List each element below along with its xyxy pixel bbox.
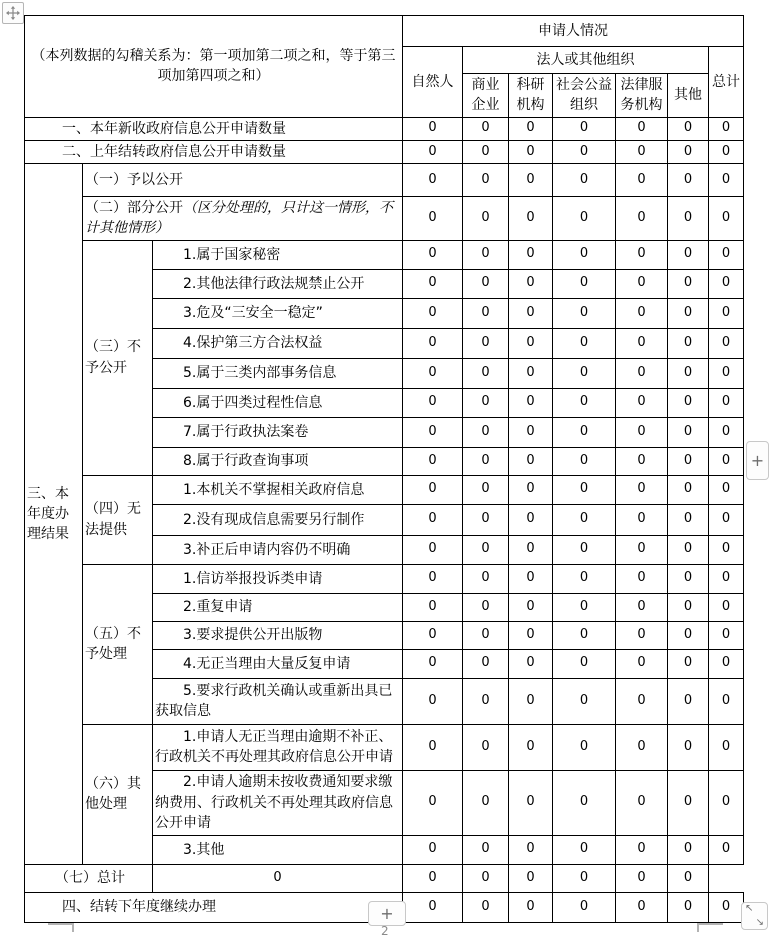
item-label: 7.属于行政执法案卷	[153, 417, 403, 447]
value-cell: 0	[553, 358, 616, 388]
value-cell: 0	[403, 835, 463, 864]
value-cell: 0	[553, 475, 616, 504]
value-cell: 0	[463, 724, 509, 770]
col-header-org-type: 其他	[668, 74, 709, 118]
value-cell: 0	[509, 269, 553, 298]
value-cell: 0	[668, 649, 709, 678]
text-boundary-mark-left	[48, 923, 74, 932]
table-row	[25, 475, 744, 504]
item-label: 5.属于三类内部事务信息	[153, 358, 403, 388]
value-cell: 0	[668, 240, 709, 269]
item-label: 1.申请人无正当理由逾期不补正、行政机关不再处理其政府信息公开申请	[153, 724, 403, 770]
value-cell: 0	[403, 864, 463, 892]
value-cell: 0	[463, 593, 509, 621]
value-cell: 0	[403, 164, 463, 197]
value-cell: 0	[668, 358, 709, 388]
col-header-org-type: 商业企业	[463, 74, 509, 118]
value-cell: 0	[616, 564, 668, 593]
value-cell: 0	[509, 328, 553, 358]
value-cell: 0	[553, 504, 616, 535]
value-cell: 0	[616, 117, 668, 140]
value-cell: 0	[668, 475, 709, 504]
value-cell: 0	[509, 621, 553, 649]
value-cell: 0	[616, 649, 668, 678]
value-cell: 0	[463, 197, 509, 241]
item-label: 4.无正当理由大量反复申请	[153, 649, 403, 678]
value-cell: 0	[616, 447, 668, 475]
row-label-carried-over: 二、上年结转政府信息公开申请数量	[25, 140, 403, 163]
value-cell: 0	[553, 164, 616, 197]
value-cell: 0	[709, 724, 744, 770]
value-cell: 0	[709, 535, 744, 564]
value-cell: 0	[509, 504, 553, 535]
page-number-fragment	[381, 924, 393, 938]
row-label-new-received: 一、本年新收政府信息公开申请数量	[25, 117, 403, 140]
value-cell: 0	[509, 770, 553, 835]
value-cell: 0	[463, 298, 509, 328]
value-cell: 0	[509, 358, 553, 388]
value-cell: 0	[403, 269, 463, 298]
item-label: 2.重复申请	[153, 593, 403, 621]
table-row	[25, 117, 744, 140]
row-label-granted: （一）予以公开	[83, 164, 403, 197]
value-cell: 0	[553, 892, 616, 922]
item-label: 8.属于行政查询事项	[153, 447, 403, 475]
value-cell: 0	[509, 140, 553, 163]
value-cell: 0	[668, 678, 709, 724]
value-cell: 0	[403, 770, 463, 835]
value-cell: 0	[463, 328, 509, 358]
value-cell: 0	[616, 835, 668, 864]
value-cell: 0	[553, 140, 616, 163]
value-cell: 0	[709, 564, 744, 593]
value-cell: 0	[616, 770, 668, 835]
value-cell: 0	[709, 358, 744, 388]
value-cell: 0	[463, 269, 509, 298]
value-cell: 0	[553, 535, 616, 564]
header-applicant-status: 申请人情况	[403, 16, 744, 47]
value-cell: 0	[668, 388, 709, 417]
value-cell: 0	[709, 328, 744, 358]
item-label: 2.申请人逾期未按收费通知要求缴纳费用、行政机关不再处理其政府信息公开申请	[153, 770, 403, 835]
value-cell: 0	[668, 835, 709, 864]
value-cell: 0	[463, 240, 509, 269]
col-header-org-type: 法律服务机构	[616, 74, 668, 118]
value-cell: 0	[509, 678, 553, 724]
value-cell: 0	[616, 504, 668, 535]
table-row	[25, 16, 744, 47]
value-cell: 0	[668, 535, 709, 564]
value-cell: 0	[616, 164, 668, 197]
right-plus-button[interactable]	[746, 441, 769, 480]
value-cell: 0	[509, 892, 553, 922]
value-cell: 0	[668, 328, 709, 358]
value-cell: 0	[509, 864, 553, 892]
value-cell: 0	[709, 298, 744, 328]
plus-icon: +	[750, 450, 765, 470]
table-row	[25, 140, 744, 163]
value-cell: 0	[616, 892, 668, 922]
value-cell: 0	[463, 535, 509, 564]
col-header-legal-org: 法人或其他组织	[463, 47, 709, 74]
value-cell: 0	[709, 117, 744, 140]
value-cell: 0	[509, 197, 553, 241]
value-cell: 0	[668, 447, 709, 475]
value-cell: 0	[709, 770, 744, 835]
item-label: 1.信访举报投诉类申请	[153, 564, 403, 593]
value-cell: 0	[709, 593, 744, 621]
item-label: 3.要求提供公开出版物	[153, 621, 403, 649]
value-cell: 0	[553, 621, 616, 649]
value-cell: 0	[463, 140, 509, 163]
value-cell: 0	[553, 240, 616, 269]
item-label: 4.保护第三方合法权益	[153, 328, 403, 358]
value-cell: 0	[709, 140, 744, 163]
value-cell: 0	[553, 770, 616, 835]
value-cell: 0	[509, 240, 553, 269]
value-cell: 0	[403, 892, 463, 922]
item-label: 1.本机关不掌握相关政府信息	[153, 475, 403, 504]
value-cell: 0	[509, 117, 553, 140]
value-cell: 0	[403, 117, 463, 140]
value-cell: 0	[553, 649, 616, 678]
value-cell: 0	[553, 117, 616, 140]
value-cell: 0	[403, 140, 463, 163]
value-cell: 0	[553, 835, 616, 864]
value-cell: 0	[616, 724, 668, 770]
value-cell: 0	[509, 535, 553, 564]
item-label: 3.其他	[153, 835, 403, 864]
value-cell: 0	[509, 164, 553, 197]
value-cell: 0	[463, 417, 509, 447]
value-cell: 0	[463, 388, 509, 417]
category-label-not-processed: （五）不予处理	[83, 564, 153, 724]
col-header-natural-person: 自然人	[403, 47, 463, 118]
table-row	[25, 564, 744, 593]
item-label: 1.属于国家秘密	[153, 240, 403, 269]
value-cell: 0	[668, 164, 709, 197]
value-cell: 0	[509, 475, 553, 504]
item-label: 2.其他法律行政法规禁止公开	[153, 269, 403, 298]
value-cell: 0	[709, 678, 744, 724]
page-number: 2	[381, 924, 389, 938]
arrow-nw-icon: ↖	[745, 903, 754, 914]
value-cell: 0	[709, 621, 744, 649]
value-cell: 0	[709, 447, 744, 475]
value-cell: 0	[668, 770, 709, 835]
value-cell: 0	[668, 724, 709, 770]
table-note-cell: （本列数据的勾稽关系为：第一项加第二项之和，等于第三项加第四项之和）	[25, 16, 403, 118]
value-cell: 0	[553, 298, 616, 328]
value-cell: 0	[463, 892, 509, 922]
value-cell: 0	[509, 298, 553, 328]
value-cell: 0	[463, 164, 509, 197]
value-cell: 0	[403, 564, 463, 593]
table-row	[25, 864, 744, 892]
value-cell: 0	[668, 621, 709, 649]
value-cell: 0	[616, 197, 668, 241]
value-cell: 0	[616, 621, 668, 649]
value-cell: 0	[668, 417, 709, 447]
text-boundary-mark-right	[697, 923, 723, 932]
value-cell: 0	[403, 197, 463, 241]
value-cell: 0	[553, 417, 616, 447]
col-header-total: 总计	[709, 47, 744, 118]
value-cell: 0	[616, 388, 668, 417]
value-cell: 0	[709, 504, 744, 535]
value-cell: 0	[616, 269, 668, 298]
value-cell: 0	[709, 649, 744, 678]
plus-icon: +	[380, 903, 394, 923]
value-cell: 0	[403, 358, 463, 388]
value-cell: 0	[668, 504, 709, 535]
table-row	[25, 724, 744, 770]
value-cell: 0	[709, 388, 744, 417]
value-cell: 0	[403, 593, 463, 621]
value-cell: 0	[616, 864, 668, 892]
row-label-carry-next: 四、结转下年度继续办理	[25, 892, 403, 922]
section-label-annual-results: 三、本年度办理结果	[25, 164, 83, 865]
value-cell: 0	[668, 140, 709, 163]
item-label: 2.没有现成信息需要另行制作	[153, 504, 403, 535]
value-cell: 0	[403, 649, 463, 678]
value-cell: 0	[553, 328, 616, 358]
move-icon	[6, 6, 20, 20]
item-label: 3.补正后申请内容仍不明确	[153, 535, 403, 564]
value-cell: 0	[553, 678, 616, 724]
value-cell: 0	[616, 358, 668, 388]
value-cell: 0	[463, 835, 509, 864]
value-cell: 0	[668, 117, 709, 140]
row-label-partial-note: （区分处理的，只计这一情形，不计其他情形）	[85, 200, 393, 237]
value-cell: 0	[509, 564, 553, 593]
category-label-denied: （三）不予公开	[83, 240, 153, 475]
value-cell: 0	[463, 621, 509, 649]
item-label: 6.属于四类过程性信息	[153, 388, 403, 417]
value-cell: 0	[509, 649, 553, 678]
value-cell: 0	[463, 504, 509, 535]
value-cell: 0	[668, 593, 709, 621]
value-cell: 0	[709, 835, 744, 864]
value-cell: 0	[509, 447, 553, 475]
value-cell: 0	[616, 678, 668, 724]
value-cell: 0	[616, 593, 668, 621]
value-cell: 0	[463, 475, 509, 504]
value-cell: 0	[553, 724, 616, 770]
value-cell: 0	[709, 475, 744, 504]
value-cell: 0	[463, 117, 509, 140]
value-cell: 0	[463, 864, 509, 892]
value-cell: 0	[463, 358, 509, 388]
value-cell: 0	[616, 240, 668, 269]
value-cell: 0	[668, 864, 709, 892]
value-cell: 0	[553, 564, 616, 593]
value-cell: 0	[403, 240, 463, 269]
value-cell: 0	[403, 328, 463, 358]
value-cell: 0	[709, 164, 744, 197]
value-cell: 0	[509, 417, 553, 447]
value-cell: 0	[509, 835, 553, 864]
value-cell: 0	[553, 269, 616, 298]
value-cell: 0	[463, 649, 509, 678]
category-label-other-handling: （六）其他处理	[83, 724, 153, 864]
item-label: 3.危及“三安全一稳定”	[153, 298, 403, 328]
row-label-partial-text: （二）部分公开	[85, 200, 183, 217]
value-cell: 0	[616, 140, 668, 163]
value-cell: 0	[553, 388, 616, 417]
value-cell: 0	[509, 593, 553, 621]
value-cell: 0	[403, 504, 463, 535]
value-cell: 0	[403, 535, 463, 564]
row-label-subtotal: （七）总计	[25, 864, 153, 892]
value-cell: 0	[403, 417, 463, 447]
value-cell: 0	[403, 724, 463, 770]
col-header-org-type: 科研机构	[509, 74, 553, 118]
value-cell: 0	[153, 864, 403, 892]
col-header-org-type: 社会公益组织	[553, 74, 616, 118]
value-cell: 0	[403, 388, 463, 417]
value-cell: 0	[463, 770, 509, 835]
value-cell: 0	[463, 678, 509, 724]
value-cell: 0	[616, 535, 668, 564]
value-cell: 0	[463, 564, 509, 593]
value-cell: 0	[709, 417, 744, 447]
value-cell: 0	[403, 678, 463, 724]
value-cell: 0	[709, 197, 744, 241]
table-move-handle[interactable]	[2, 2, 24, 24]
value-cell: 0	[403, 447, 463, 475]
category-label-unable: （四）无法提供	[83, 475, 153, 564]
arrow-se-icon: ↘	[755, 917, 764, 928]
table-resize-handle[interactable]	[741, 902, 768, 930]
value-cell: 0	[509, 388, 553, 417]
value-cell: 0	[709, 269, 744, 298]
value-cell: 0	[709, 240, 744, 269]
value-cell: 0	[668, 298, 709, 328]
value-cell: 0	[616, 298, 668, 328]
report-table	[24, 15, 744, 923]
value-cell: 0	[553, 197, 616, 241]
value-cell: 0	[668, 564, 709, 593]
value-cell: 0	[403, 475, 463, 504]
value-cell: 0	[553, 864, 616, 892]
table-row	[25, 197, 744, 241]
table-row	[25, 240, 744, 269]
value-cell: 0	[553, 593, 616, 621]
value-cell: 0	[616, 328, 668, 358]
value-cell: 0	[616, 417, 668, 447]
value-cell: 0	[403, 298, 463, 328]
value-cell: 0	[403, 621, 463, 649]
value-cell: 0	[553, 447, 616, 475]
value-cell: 0	[463, 447, 509, 475]
table-row	[25, 164, 744, 197]
bottom-plus-button[interactable]	[368, 901, 406, 926]
row-label-partial	[83, 197, 403, 241]
value-cell: 0	[509, 724, 553, 770]
value-cell: 0	[668, 269, 709, 298]
item-label: 5.要求行政机关确认或重新出具已获取信息	[153, 678, 403, 724]
value-cell: 0	[668, 892, 709, 922]
value-cell: 0	[616, 475, 668, 504]
value-cell: 0	[709, 892, 744, 922]
value-cell: 0	[668, 197, 709, 241]
